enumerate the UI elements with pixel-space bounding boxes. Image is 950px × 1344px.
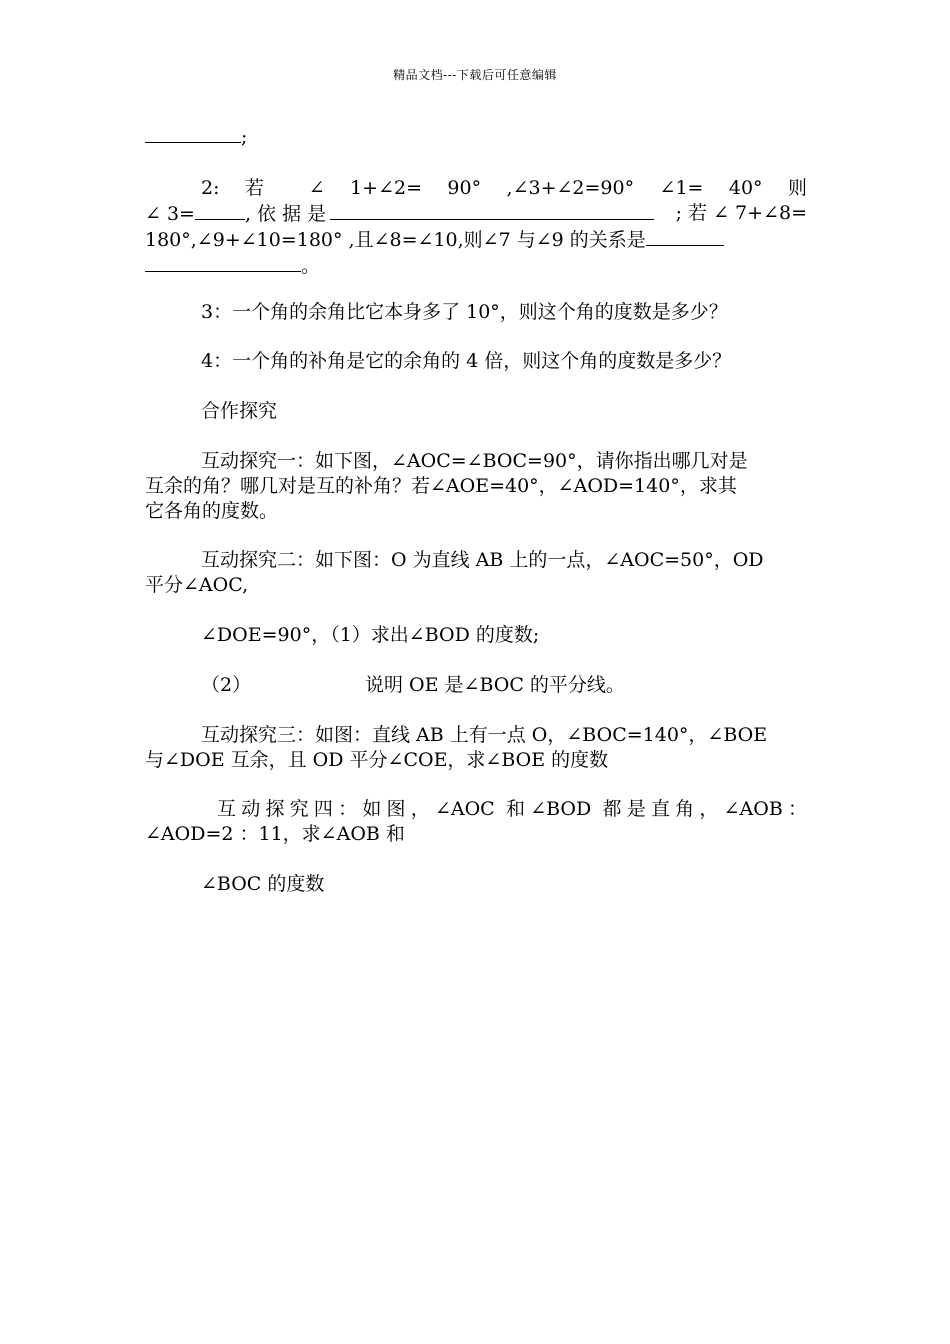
explore-4-line-1: 互动探究四：如图，∠AOC 和∠BOD 都是直角，∠AOB： xyxy=(217,798,807,820)
explore-2-part-2: （2） 说明 OE 是∠BOC 的平分线。 xyxy=(201,674,625,696)
answer-blank xyxy=(646,227,724,246)
question-2-line-4: 。 xyxy=(145,253,807,279)
explore-1-line-1: 互动探究一：如下图，∠AOC=∠BOC=90°，请你指出哪几对是 xyxy=(201,450,748,472)
question-3: 3：一个角的余角比它本身多了 10°，则这个角的度数是多少？ xyxy=(201,301,728,323)
explore-3-line-1: 互动探究三：如图：直线 AB 上有一点 O，∠BOC=140°，∠BOE xyxy=(201,724,768,746)
explore-1-line-3: 它各角的度数。 xyxy=(145,500,279,522)
question-4: 4：一个角的补角是它的余角的 4 倍，则这个角的度数是多少？ xyxy=(201,350,732,372)
explore-2-part-1: ∠DOE=90°，（1）求出∠BOD 的度数; xyxy=(201,624,540,646)
question-2-line-3: 180°,∠9+∠10=180° ,且∠8=∠10,则∠7 与∠9 的关系是 xyxy=(145,227,807,253)
question-2 xyxy=(145,176,807,279)
answer-blank xyxy=(145,253,301,272)
section-title: 合作探究 xyxy=(201,400,278,422)
explore-4-line-3: ∠BOC 的度数 xyxy=(201,873,325,895)
answer-line-continuation: ; xyxy=(145,124,247,150)
explore-4-line-2: ∠AOD=2 ：11，求∠AOB 和 xyxy=(145,823,405,845)
question-2-line-1: 2: 若 ∠ 1+∠2= 90° ,∠3+∠2=90° ∠1= 40° 则 xyxy=(201,177,807,199)
question-2-line-2: ∠ 3= , 依 据 是 ; 若 ∠ 7+∠8= xyxy=(145,202,807,225)
answer-blank xyxy=(145,124,241,143)
explore-2-line-1: 互动探究二：如下图：O 为直线 AB 上的一点，∠AOC=50°，OD xyxy=(201,549,764,571)
answer-blank xyxy=(330,201,654,220)
explore-3 xyxy=(145,723,807,773)
explore-3-line-2: 与∠DOE 互余，且 OD 平分∠COE，求∠BOE 的度数 xyxy=(145,749,609,771)
explore-2-line-2: 平分∠AOC, xyxy=(145,574,249,596)
explore-1-line-2: 互余的角？哪几对是互的补角？若∠AOE=40°，∠AOD=140°，求其 xyxy=(145,475,737,497)
page-header: 精品文档---下载后可任意编辑 xyxy=(393,68,557,82)
explore-1 xyxy=(145,449,807,524)
explore-2 xyxy=(145,548,807,598)
explore-4 xyxy=(145,797,807,847)
answer-blank xyxy=(195,201,245,220)
